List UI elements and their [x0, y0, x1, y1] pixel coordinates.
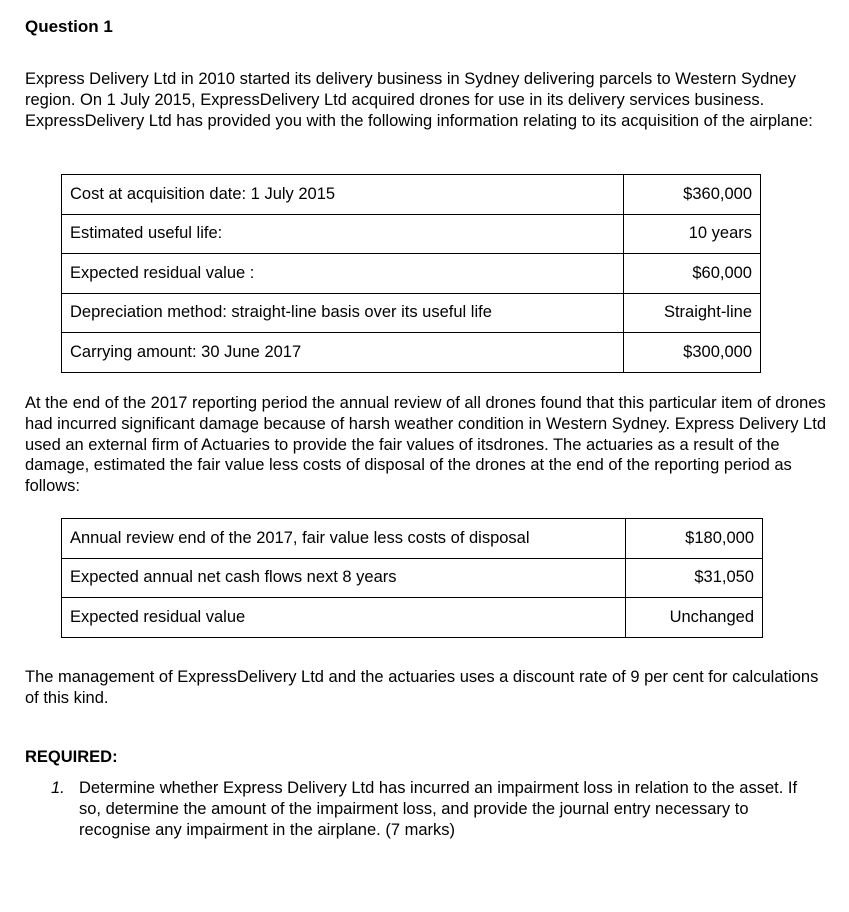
list-item-text: Determine whether Express Delivery Ltd has incurred an impairment loss in relation to the asset. If so, determine the amount of the impairment loss, and provide the journal entry necessary to recognise any impairment in the airplane. (7 marks) [79, 779, 798, 839]
list-item-number: 1. [51, 779, 65, 797]
table-row [62, 333, 761, 373]
row-label: Carrying amount: 30 June 2017 [62, 333, 624, 373]
table-row [62, 598, 763, 638]
question-heading: Question 1 [25, 17, 113, 36]
fair-value-table [61, 518, 763, 638]
row-value: $360,000 [624, 175, 761, 215]
discount-rate-paragraph: The management of ExpressDelivery Ltd and the actuaries uses a discount rate of 9 per cent for calculations of this kind. [25, 668, 819, 707]
row-label: Cost at acquisition date: 1 July 2015 [62, 175, 624, 215]
row-label: Estimated useful life: [62, 214, 624, 254]
row-value: $180,000 [626, 519, 763, 559]
table-row [62, 293, 761, 333]
row-label: Depreciation method: straight-line basis over its useful life [62, 293, 624, 333]
row-label: Expected annual net cash flows next 8 years [62, 558, 626, 598]
acquisition-info-table [61, 174, 761, 373]
table-row [62, 254, 761, 294]
table-row [62, 558, 763, 598]
row-label: Expected residual value [62, 598, 626, 638]
review-paragraph: At the end of the 2017 reporting period the annual review of all drones found that this particular item of drones had incurred significant damage because of harsh weather condition in Western Sydney. Express Delivery Ltd used an external firm of Actuaries to provide the fair values of itsdrones. The actuaries as a result of the damage, estimated the fair value less costs of disposal of the drones at the end of the reporting period as follows: [25, 394, 826, 496]
row-label: Annual review end of the 2017, fair value less costs of disposal [62, 519, 626, 559]
row-value: Straight-line [624, 293, 761, 333]
row-label: Expected residual value : [62, 254, 624, 294]
required-list [51, 778, 821, 841]
row-value: $31,050 [626, 558, 763, 598]
intro-paragraph: Express Delivery Ltd in 2010 started its delivery business in Sydney delivering parcels to Western Sydney region. On 1 July 2015, ExpressDelivery Ltd acquired drones for use in its delivery services business. ExpressDelivery Ltd has provided you with the following information relating to its acquisition of the airplane: [25, 70, 813, 130]
list-item [51, 778, 821, 841]
required-label: REQUIRED: [25, 748, 118, 766]
table-row [62, 519, 763, 559]
row-value: $60,000 [624, 254, 761, 294]
table-row [62, 214, 761, 254]
table-row [62, 175, 761, 215]
row-value: Unchanged [626, 598, 763, 638]
row-value: $300,000 [624, 333, 761, 373]
row-value: 10 years [624, 214, 761, 254]
